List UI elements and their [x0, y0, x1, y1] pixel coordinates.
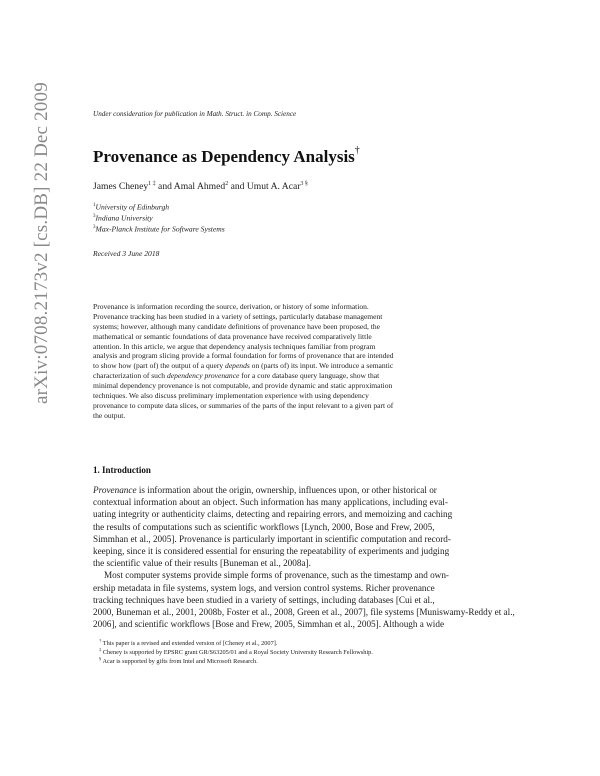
header-note: Under consideration for publication in Math. Struct. in Comp. Science [93, 110, 297, 118]
introduction-body [93, 484, 515, 630]
abstract-line: mathematical or semantic foundations of data provenance have received comparatively little [93, 331, 372, 341]
footnotes [93, 637, 373, 663]
affiliation-name: Indiana University [95, 213, 153, 223]
body-line: Simmhan et al., 2005]. Provenance is particularly important in scientific computation and record- [93, 533, 451, 544]
footnote-text: Cheney is supported by EPSRC grant GR/S63205/01 and a Royal Society University Research Fellowship. [102, 648, 373, 656]
body-line: 2000, Buneman et al., 2001, 2008b, Foster et al., 2008, Green et al., 2007], file systems [Muniswamy-Reddy et al., [93, 606, 515, 617]
affiliation-name: University of Edinburgh [95, 202, 170, 212]
body-line: the scientific value of their results [Buneman et al., 2008a]. [93, 558, 311, 569]
body-emphasis: Provenance [93, 485, 137, 495]
affiliation-number: 3 [93, 225, 96, 230]
abstract-line: provenance to compute data slices, or summaries of the parts of the input relevant to a given part of [93, 400, 394, 410]
title-text: Provenance as Dependency Analysis [93, 147, 355, 166]
abstract-line: Provenance is information recording the source, derivation, or history of some information. [93, 302, 369, 311]
affiliation [93, 200, 225, 211]
abstract-text: characterization of such [93, 371, 167, 381]
body-line: ership metadata in file systems, system logs, and version control systems. Richer provenance [93, 582, 435, 593]
abstract-emphasis: dependency provenance [166, 371, 240, 381]
body-line: tracking techniques have been studied in a variety of settings, including databases [Cui et al., [93, 594, 435, 605]
footnote-mark: ‡ [99, 646, 102, 652]
author-separator-2: and Umut A. Acar [228, 181, 301, 193]
abstract-line [93, 361, 513, 371]
body-line: the results of computations such as scientific workflows [Lynch, 2000, Bose and Frew, 2005, [93, 521, 435, 532]
footnote-mark: § [99, 655, 102, 661]
abstract-line: techniques. We also discuss preliminary implementation experience with using dependency [93, 391, 369, 401]
footnote-text: Acar is supported by gifts from Intel and Microsoft Research. [102, 657, 258, 665]
abstract-line: attention. In this article, we argue that dependency analysis techniques familiar from program [93, 341, 376, 351]
abstract-emphasis: depends [225, 361, 250, 371]
footnote-text: This paper is a revised and extended version of [Cheney et al., 2007]. [102, 640, 278, 648]
body-line: Most computer systems provide simple forms of provenance, such as the timestamp and own- [104, 570, 449, 581]
abstract-line: minimal dependency provenance is not computable, and provide dynamic and static approximation [93, 381, 393, 391]
abstract-text: on (parts of) its input. We introduce a semantic [249, 361, 394, 371]
body-line: contextual information about an object. Such information has many applications, including eval- [93, 497, 448, 508]
body-line [93, 484, 508, 496]
author-2-marks: 2 [225, 181, 229, 187]
body-line: keeping, since it is considered essential for ensuring the repeatability of experiments and judging [93, 545, 450, 556]
footnote [93, 637, 373, 646]
affiliation-number: 3 [93, 214, 96, 219]
body-line: 2006], and scientific workflows [Bose and Frew, 2005, Simmhan et al., 2005]. Although a wide [93, 619, 445, 630]
paper-title [93, 147, 360, 167]
footnote-mark: † [99, 638, 102, 643]
abstract-line: Provenance tracking has been studied in a variety of settings, particularly database management [93, 311, 383, 321]
author-1: James Cheney [93, 181, 149, 193]
abstract-line: the output. [93, 410, 126, 420]
abstract [93, 302, 513, 421]
section-heading-introduction: 1. Introduction [93, 465, 151, 475]
abstract-line: systems; however, although many candidate definitions of provenance have been proposed, the [93, 321, 381, 331]
body-text: is information about the origin, ownership, influences upon, or other historical or [136, 485, 437, 495]
abstract-line [93, 371, 513, 381]
author-separator-1: and Amal Ahmed [155, 181, 226, 193]
arxiv-stamp: arXiv:0708.2173v2 [cs.DB] 22 Dec 2009 [31, 82, 52, 404]
author-1-marks: 1 ‡ [148, 181, 156, 187]
body-line: uating integrity or authenticity claims, detecting and repairing errors, and memoizing and caching [93, 509, 453, 520]
author-3-marks: 3 § [300, 181, 308, 187]
abstract-line: analysis and program slicing provide a formal foundation for forms of provenance that are intended [93, 351, 394, 361]
footnote [93, 646, 373, 655]
affiliations [93, 200, 225, 233]
received-date: Received 3 June 2018 [93, 249, 160, 258]
abstract-text: to show how (part of) the output of a query [93, 361, 226, 371]
title-footnote-mark: † [354, 145, 360, 157]
affiliation-name: Max-Planck Institute for Software Systems [95, 224, 225, 234]
affiliation [93, 211, 225, 222]
affiliation-number: 1 [93, 203, 96, 208]
author-line [93, 181, 308, 192]
affiliation [93, 222, 225, 233]
abstract-text: for a core database query language, show that [239, 371, 380, 381]
